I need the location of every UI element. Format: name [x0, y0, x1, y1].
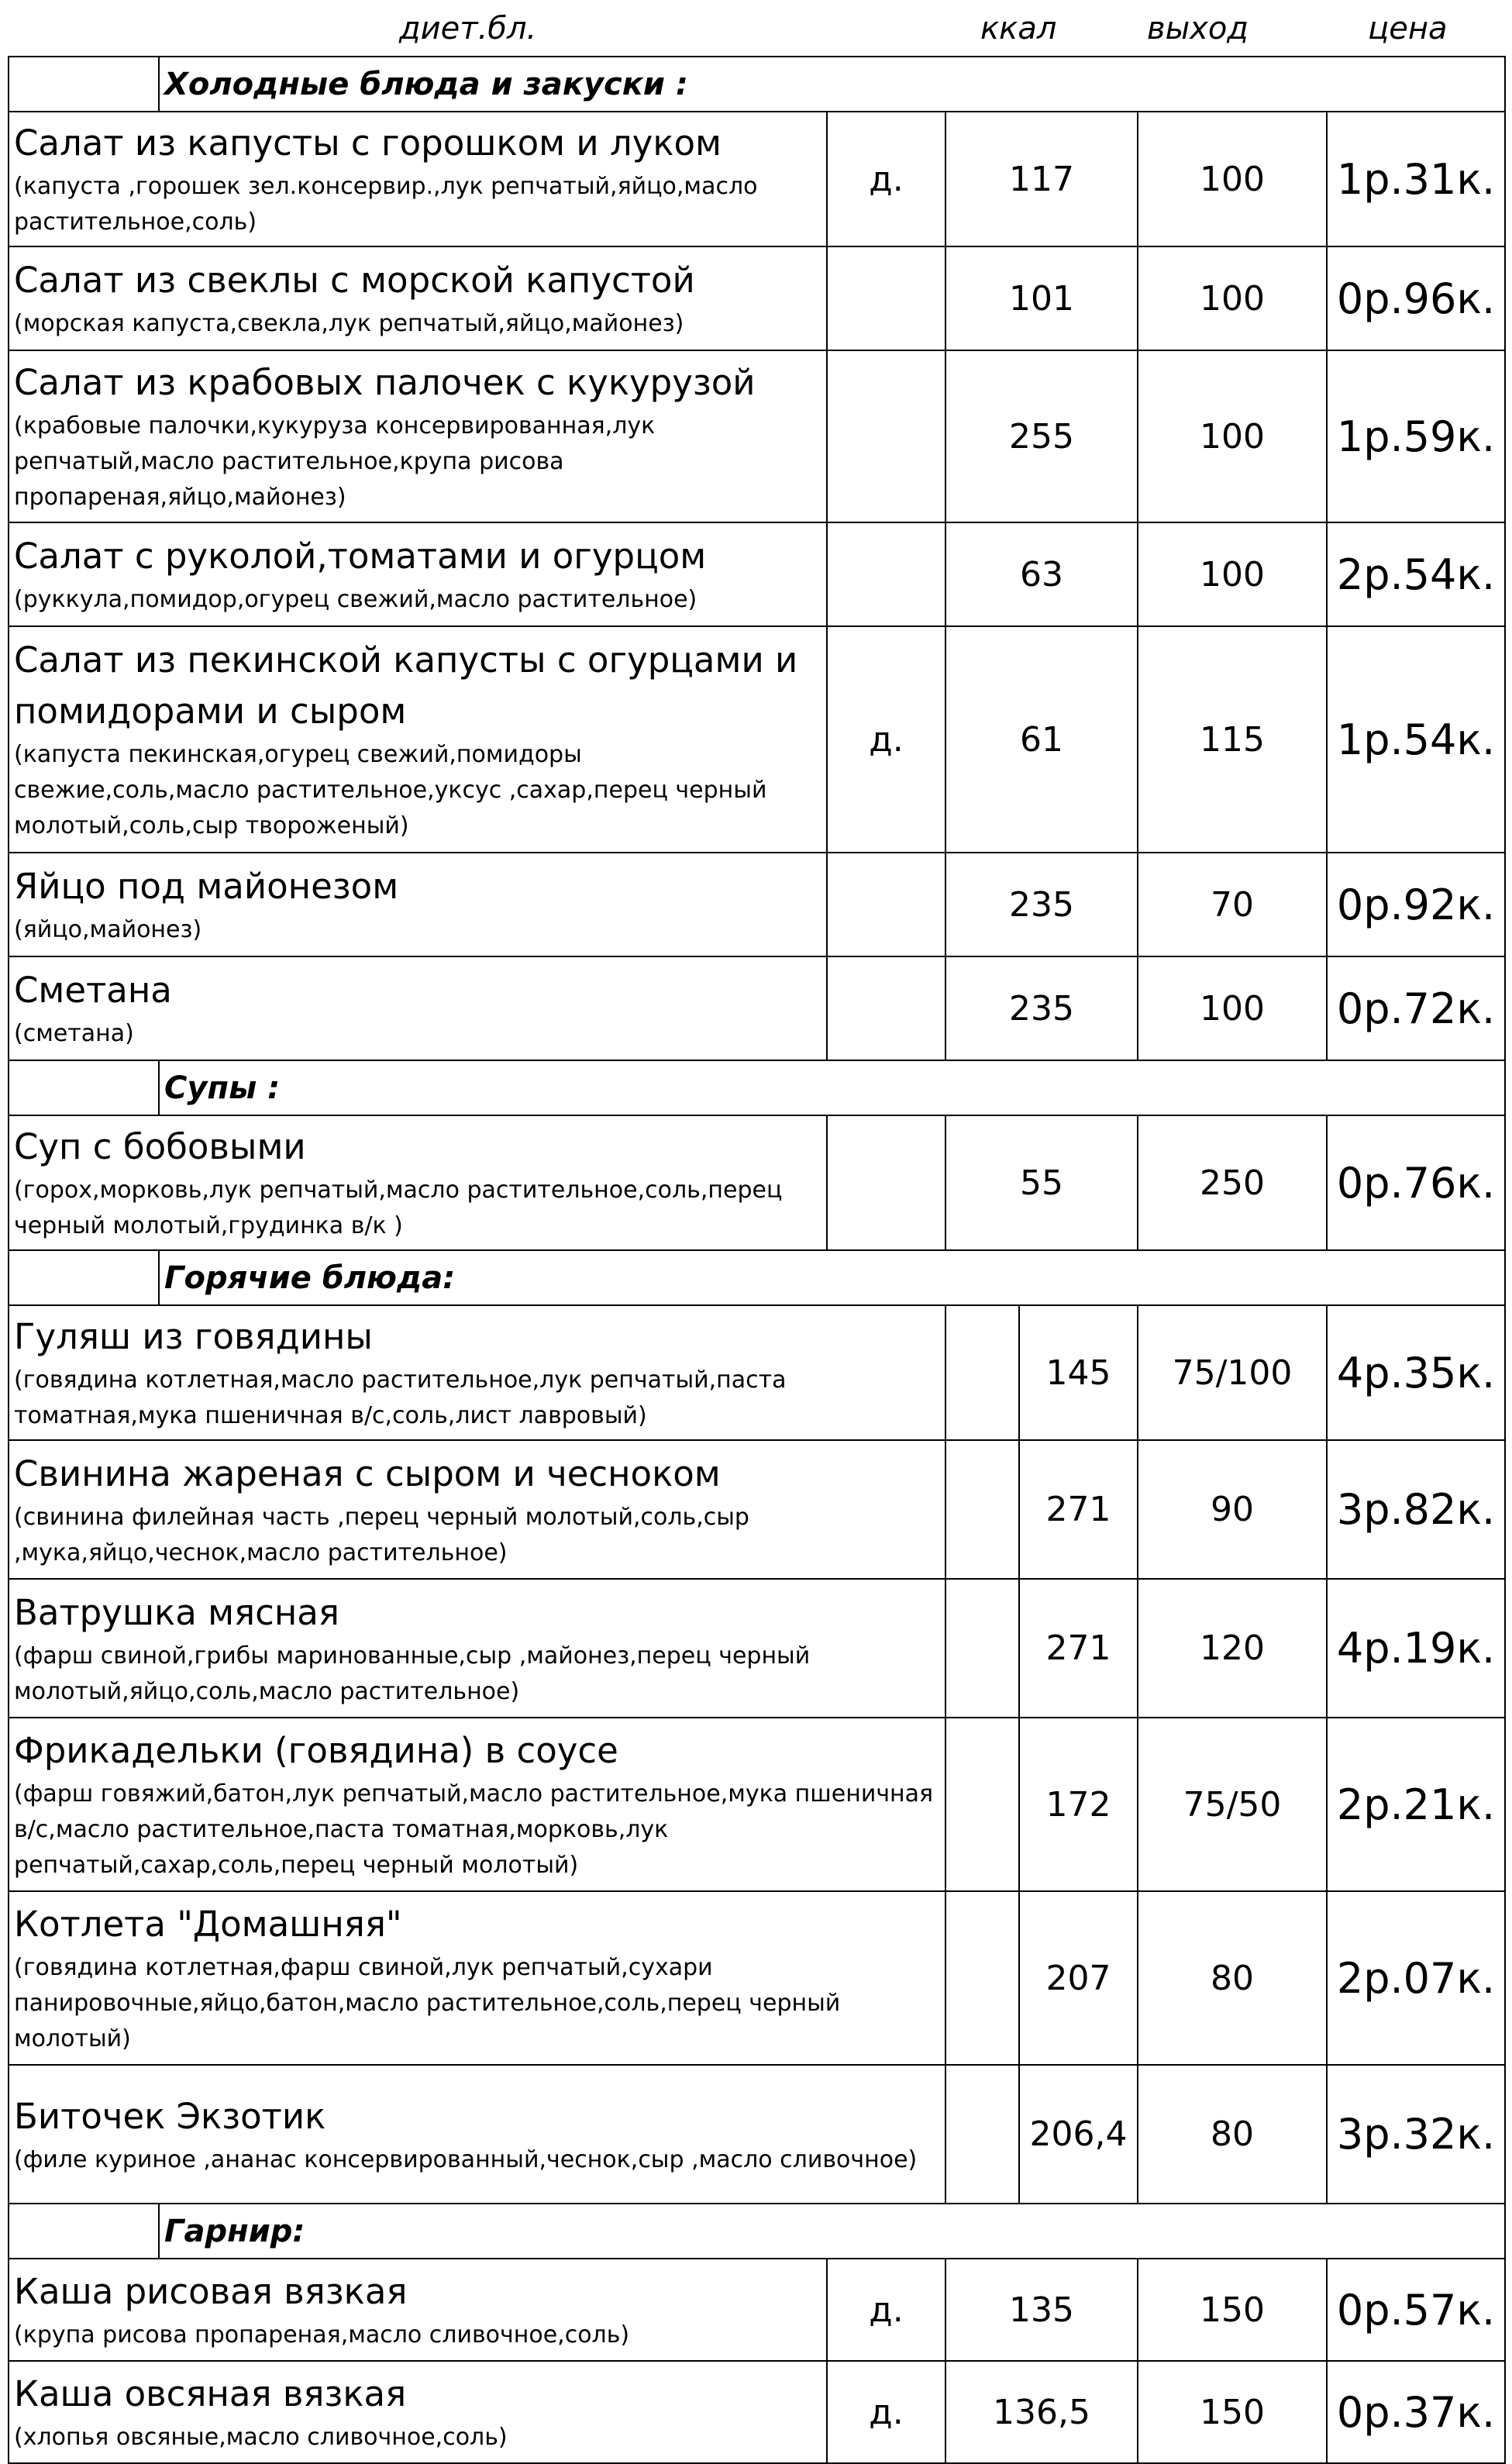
dish-composition: (крабовые палочки,кукуруза консервированная,лук репчатый,масло растительное,крупа рисова пропареная,яйцо,майонез)	[14, 412, 656, 511]
section-row	[9, 2204, 1505, 2259]
dish-price: 3р.32к.	[1327, 2065, 1505, 2204]
dish-kcal: 61	[945, 626, 1138, 853]
dish-composition: (морская капуста,свекла,лук репчатый,яйцо,майонез)	[14, 310, 684, 337]
dish-name: Суп с бобовыми	[14, 1126, 306, 1167]
section-title-hot: Горячие блюда:	[159, 1250, 1505, 1305]
dish-diet: д.	[827, 112, 945, 246]
dish-composition: (крупа рисова пропареная,масло сливочное,соль)	[14, 2321, 630, 2349]
table-row	[9, 1115, 1505, 1250]
dish-diet: д.	[827, 2259, 945, 2361]
dish-kcal: 235	[945, 956, 1138, 1060]
dish-diet	[827, 853, 945, 956]
dish-cell	[9, 1305, 945, 1440]
dish-name: Яйцо под майонезом	[14, 866, 399, 907]
dish-name: Салат из капусты с горошком и луком	[14, 122, 722, 164]
dish-price: 1р.31к.	[1327, 112, 1505, 246]
dish-price: 0р.57к.	[1327, 2259, 1505, 2361]
dish-price: 3р.82к.	[1327, 1440, 1505, 1579]
dish-name: Биточек Экзотик	[14, 2095, 326, 2137]
table-row	[9, 1891, 1505, 2065]
dish-output: 75/50	[1138, 1718, 1327, 1891]
dish-diet: д.	[827, 2361, 945, 2463]
dish-price: 0р.96к.	[1327, 246, 1505, 350]
dish-diet	[827, 956, 945, 1060]
dish-cell	[9, 246, 827, 350]
menu-table	[8, 56, 1506, 2464]
header-output: выход	[1147, 11, 1249, 47]
table-row	[9, 1440, 1505, 1579]
dish-price: 2р.07к.	[1327, 1891, 1505, 2065]
dish-output: 150	[1138, 2361, 1327, 2463]
dish-diet	[945, 1305, 1019, 1440]
dish-price: 1р.59к.	[1327, 350, 1505, 522]
dish-cell	[9, 1440, 945, 1579]
dish-name: Фрикадельки (говядина) в соусе	[14, 1730, 618, 1771]
dish-output: 150	[1138, 2259, 1327, 2361]
dish-output: 120	[1138, 1579, 1327, 1718]
dish-name: Салат с руколой,томатами и огурцом	[14, 536, 707, 577]
table-row	[9, 246, 1505, 350]
dish-name: Каша овсяная вязкая	[14, 2373, 407, 2414]
section-row	[9, 57, 1505, 112]
dish-kcal: 101	[945, 246, 1138, 350]
dish-diet	[827, 522, 945, 626]
dish-composition: (филе куриное ,ананас консервированный,чеснок,сыр ,масло сливочное)	[14, 2145, 918, 2173]
section-spacer	[9, 1250, 159, 1305]
dish-diet	[945, 1579, 1019, 1718]
dish-name: Салат из свеклы с морской капустой	[14, 260, 695, 301]
table-row	[9, 1579, 1505, 1718]
dish-diet	[945, 1891, 1019, 2065]
dish-output: 80	[1138, 2065, 1327, 2204]
dish-kcal: 172	[1019, 1718, 1138, 1891]
dish-price: 1р.54к.	[1327, 626, 1505, 853]
section-row	[9, 1060, 1505, 1115]
dish-cell	[9, 522, 827, 626]
table-row	[9, 112, 1505, 246]
section-spacer	[9, 2204, 159, 2259]
dish-price: 2р.54к.	[1327, 522, 1505, 626]
dish-name: Сметана	[14, 970, 172, 1011]
dish-kcal: 207	[1019, 1891, 1138, 2065]
dish-name: Каша рисовая вязкая	[14, 2271, 408, 2312]
dish-composition: (говядина котлетная,фарш свиной,лук репчатый,сухари панировочные,яйцо,батон,масло растительное,соль,перец черный молотый)	[14, 1954, 841, 2052]
dish-diet	[945, 2065, 1019, 2204]
dish-composition: (хлопья овсяные,масло сливочное,соль)	[14, 2424, 508, 2451]
table-row	[9, 853, 1505, 956]
dish-output: 100	[1138, 522, 1327, 626]
dish-composition: (руккула,помидор,огурец свежий,масло растительное)	[14, 586, 697, 613]
dish-kcal: 117	[945, 112, 1138, 246]
table-row	[9, 2065, 1505, 2204]
dish-name: Салат из пекинской капусты с огурцами и помидорами и сыром	[14, 639, 798, 732]
section-spacer	[9, 57, 159, 112]
dish-kcal: 206,4	[1019, 2065, 1138, 2204]
header-diet: диет.бл.	[399, 11, 537, 47]
dish-cell	[9, 956, 827, 1060]
dish-diet	[945, 1440, 1019, 1579]
table-row	[9, 626, 1505, 853]
dish-kcal: 255	[945, 350, 1138, 522]
dish-composition: (сметана)	[14, 1020, 134, 1047]
dish-kcal: 63	[945, 522, 1138, 626]
dish-composition: (говядина котлетная,масло растительное,лук репчатый,паста томатная,мука пшеничная в/с,соль,лист лавровый)	[14, 1366, 787, 1429]
dish-cell	[9, 1115, 827, 1250]
dish-output: 100	[1138, 956, 1327, 1060]
table-row	[9, 1718, 1505, 1891]
dish-kcal: 136,5	[945, 2361, 1138, 2463]
dish-output: 100	[1138, 246, 1327, 350]
dish-kcal: 271	[1019, 1440, 1138, 1579]
section-title-soups: Супы :	[159, 1060, 1505, 1115]
table-row	[9, 2361, 1505, 2463]
dish-diet	[827, 246, 945, 350]
dish-price: 2р.21к.	[1327, 1718, 1505, 1891]
dish-diet	[827, 350, 945, 522]
section-spacer	[9, 1060, 159, 1115]
dish-cell	[9, 2065, 945, 2204]
dish-price: 0р.76к.	[1327, 1115, 1505, 1250]
table-row	[9, 522, 1505, 626]
dish-kcal: 55	[945, 1115, 1138, 1250]
dish-cell	[9, 1891, 945, 2065]
section-row	[9, 1250, 1505, 1305]
dish-name: Свинина жареная с сыром и чесноком	[14, 1453, 721, 1494]
section-title-cold: Холодные блюда и закуски :	[159, 57, 1505, 112]
dish-cell	[9, 853, 827, 956]
dish-composition: (капуста пекинская,огурец свежий,помидоры свежие,соль,масло растительное,уксус ,сахар,перец черный молотый,соль,сыр твороженый)	[14, 741, 767, 839]
dish-kcal: 145	[1019, 1305, 1138, 1440]
dish-price: 0р.92к.	[1327, 853, 1505, 956]
dish-composition: (капуста ,горошек зел.консервир.,лук репчатый,яйцо,масло растительное,соль)	[14, 173, 758, 236]
table-row	[9, 350, 1505, 522]
dish-output: 100	[1138, 350, 1327, 522]
dish-composition: (фарш говяжий,батон,лук репчатый,масло растительное,мука пшеничная в/с,масло растительное,паста томатная,морковь,лук репчатый,сахар,соль,перец черный молотый)	[14, 1780, 934, 1879]
dish-name: Ватрушка мясная	[14, 1591, 339, 1633]
dish-diet	[827, 1115, 945, 1250]
dish-price: 0р.72к.	[1327, 956, 1505, 1060]
dish-composition: (яйцо,майонез)	[14, 916, 202, 943]
dish-kcal: 135	[945, 2259, 1138, 2361]
dish-output: 100	[1138, 112, 1327, 246]
dish-kcal: 271	[1019, 1579, 1138, 1718]
header-price: цена	[1368, 11, 1448, 47]
dish-name: Гуляш из говядины	[14, 1316, 373, 1357]
dish-output: 70	[1138, 853, 1327, 956]
header-kcal: ккал	[980, 11, 1057, 47]
dish-cell	[9, 626, 827, 853]
dish-cell	[9, 350, 827, 522]
dish-output: 250	[1138, 1115, 1327, 1250]
dish-price: 4р.19к.	[1327, 1579, 1505, 1718]
dish-cell	[9, 112, 827, 246]
dish-output: 75/100	[1138, 1305, 1327, 1440]
section-title-garnish: Гарнир:	[159, 2204, 1505, 2259]
dish-price: 4р.35к.	[1327, 1305, 1505, 1440]
dish-price: 0р.37к.	[1327, 2361, 1505, 2463]
dish-composition: (горох,морковь,лук репчатый,масло растительное,соль,перец черный молотый,грудинка в/к )	[14, 1177, 783, 1239]
dish-composition: (свинина филейная часть ,перец черный молотый,соль,сыр ,мука,яйцо,чеснок,масло растительное)	[14, 1503, 749, 1566]
dish-diet	[945, 1718, 1019, 1891]
dish-kcal: 235	[945, 853, 1138, 956]
dish-output: 90	[1138, 1440, 1327, 1579]
table-row	[9, 1305, 1505, 1440]
dish-cell	[9, 1718, 945, 1891]
dish-cell	[9, 2259, 827, 2361]
table-row	[9, 2259, 1505, 2361]
dish-cell	[9, 2361, 827, 2463]
dish-cell	[9, 1579, 945, 1718]
dish-name: Котлета "Домашняя"	[14, 1904, 402, 1945]
column-header	[0, 0, 1512, 56]
table-row	[9, 956, 1505, 1060]
dish-output: 80	[1138, 1891, 1327, 2065]
dish-name: Салат из крабовых палочек с кукурузой	[14, 362, 756, 403]
dish-output: 115	[1138, 626, 1327, 853]
dish-composition: (фарш свиной,грибы маринованные,сыр ,майонез,перец черный молотый,яйцо,соль,масло растительное)	[14, 1642, 811, 1705]
dish-diet: д.	[827, 626, 945, 853]
